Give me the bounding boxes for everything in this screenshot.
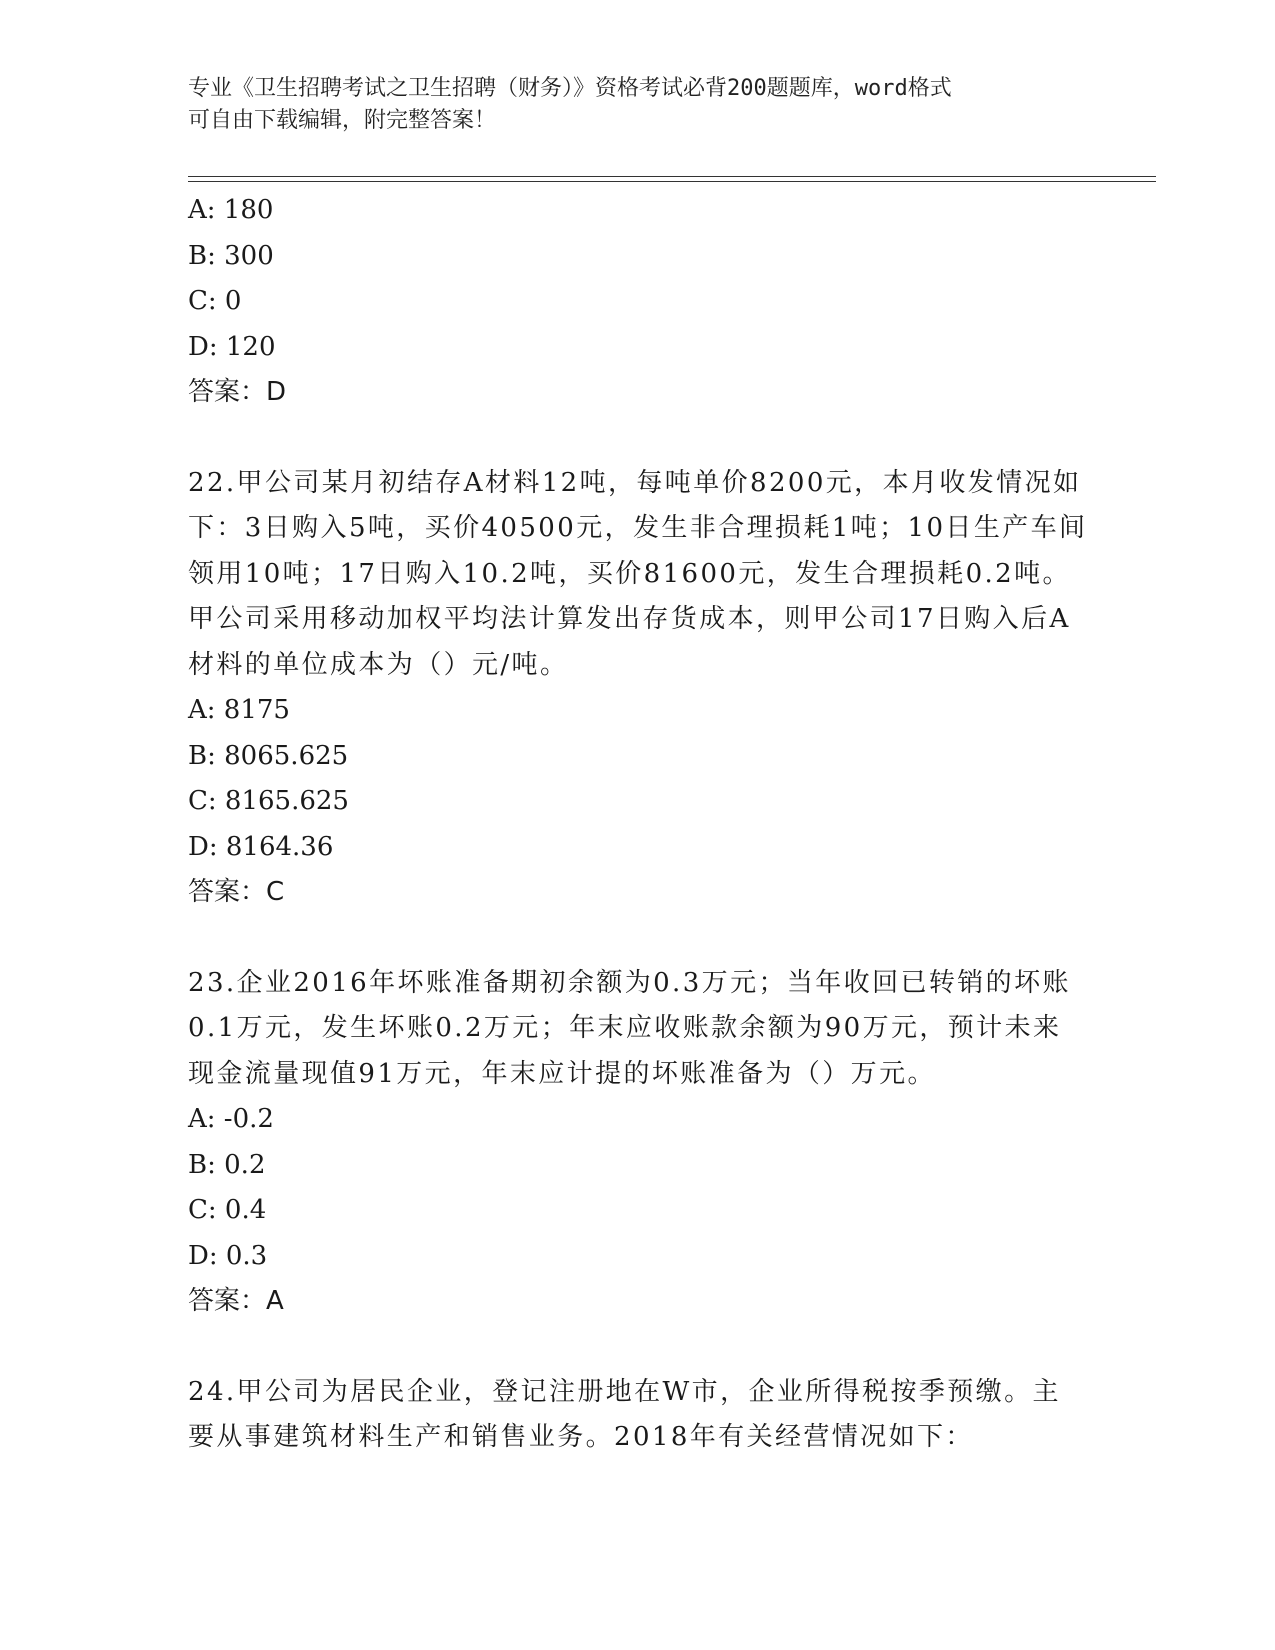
header-line-1: 专业《卫生招聘考试之卫生招聘（财务）》资格考试必背200题题库，word格式 bbox=[188, 76, 952, 101]
question-block-22 bbox=[188, 461, 1088, 916]
document-header bbox=[188, 73, 1088, 137]
option-b: B: 0.2 bbox=[188, 1149, 266, 1180]
question-block-24 bbox=[188, 1370, 1088, 1461]
option-c: C: 0.4 bbox=[188, 1195, 267, 1225]
question-text: 24.甲公司为居民企业，登记注册地在W市，企业所得税按季预缴。主要从事建筑材料生产和销售业务。2018年有关经营情况如下： bbox=[188, 1376, 1061, 1452]
option-b: B: 8065.625 bbox=[188, 740, 349, 771]
option-c: C: 0 bbox=[188, 286, 242, 316]
question-spacer bbox=[188, 416, 1088, 461]
option-d: D: 120 bbox=[188, 331, 276, 362]
option-c: C: 8165.625 bbox=[188, 786, 349, 816]
answer-line: 答案：C bbox=[188, 877, 285, 907]
answer-line: 答案：D bbox=[188, 377, 287, 407]
option-d: D: 0.3 bbox=[188, 1240, 268, 1271]
question-spacer bbox=[188, 1325, 1088, 1370]
header-divider-bottom bbox=[188, 181, 1156, 182]
question-content bbox=[188, 188, 1088, 1461]
answer-line: 答案：A bbox=[188, 1286, 284, 1316]
option-d: D: 8164.36 bbox=[188, 831, 334, 862]
option-a: A: 180 bbox=[188, 195, 274, 225]
question-text: 23.企业2016年坏账准备期初余额为0.3万元；当年收回已转销的坏账0.1万元，发生坏账0.2万元；年末应收账款余额为90万元，预计未来现金流量现值91万元，年末应计提的坏账准备为（）万元。 bbox=[188, 967, 1071, 1089]
option-a: A: -0.2 bbox=[188, 1104, 274, 1134]
question-block-23 bbox=[188, 961, 1088, 1325]
question-spacer bbox=[188, 916, 1088, 961]
header-divider-top bbox=[188, 176, 1156, 177]
question-block-previous bbox=[188, 188, 1088, 416]
header-line-2: 可自由下载编辑，附完整答案！ bbox=[188, 108, 497, 133]
option-b: B: 300 bbox=[188, 240, 274, 271]
question-text: 22.甲公司某月初结存A材料12吨，每吨单价8200元，本月收发情况如下：3日购入5吨，买价40500元，发生非合理损耗1吨；10日生产车间领用10吨；17日购入10.2吨，买价81600元，发生合理损耗0.2吨。甲公司采用移动加权平均法计算发出存货成本，则甲公司17日购入后A材料的单位成本为（）元/吨。 bbox=[188, 467, 1088, 680]
option-a: A: 8175 bbox=[188, 695, 290, 725]
